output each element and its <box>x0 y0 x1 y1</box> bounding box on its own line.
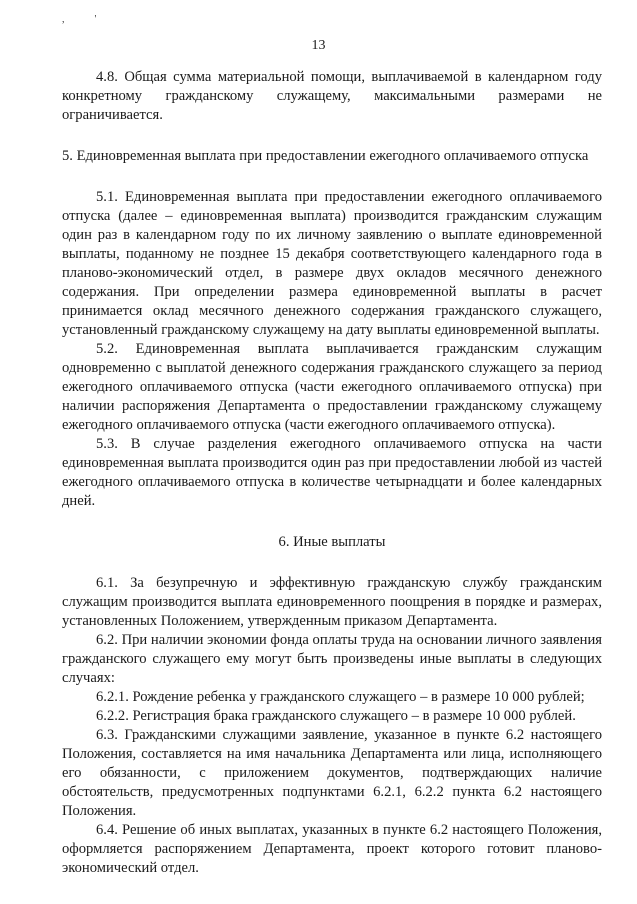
section-heading-6: 6. Иные выплаты <box>278 534 386 550</box>
paragraph-6-2: 6.2. При наличии экономии фонда оплаты труда на основании личного заявления гражданского служащего ему могут быть произведены иные выплаты в следующих случаях: <box>62 632 602 686</box>
spacer <box>62 552 602 574</box>
paragraph-5-1: 5.1. Единовременная выплата при предоставлении ежегодного оплачиваемого отпуска (далее – единовременная выплата) производится гражданским служащим один раз в календарном году по их личному заявлению о выплате единовременной выплаты, поданному не позднее 15 декабря соответствующего календарного года в планово-экономический отдел, в размере двух окладов месячного денежного содержания. При определении размера единовременной выплаты в расчет принимается оклад месячного денежного содержания гражданского служащего, установленный гражданскому служащему на дату выплаты единовременной выплаты. <box>62 189 602 338</box>
paragraph-6-4: 6.4. Решение об иных выплатах, указанных в пункте 6.2 настоящего Положения, оформляется распоряжением Департамента, проект которого готовит планово-экономический отдел. <box>62 822 602 876</box>
scan-dot: ' <box>94 14 127 25</box>
spacer <box>62 166 602 188</box>
scan-marks <box>62 14 126 25</box>
page-number: 13 <box>311 38 326 53</box>
paragraph-5-2: 5.2. Единовременная выплата выплачивается гражданским служащим одновременно с выплатой денежного содержания гражданского служащего за период ежегодного оплачиваемого отпуска (части ежегодного оплачиваемого отпуска) при наличии распоряжения Департамента о предоставлении гражданскому служащему ежегодного оплачиваемого отпуска (части ежегодного оплачиваемого отпуска). <box>62 341 602 433</box>
scan-dot: , <box>62 14 95 25</box>
section-heading-5: 5. Единовременная выплата при предоставлении ежегодного оплачиваемого отпуска <box>62 148 589 164</box>
spacer <box>62 511 602 533</box>
paragraph-5-3: 5.3. В случае разделения ежегодного оплачиваемого отпуска на части единовременная выплата производится один раз при предоставлении любой из частей ежегодного оплачиваемого отпуска в количестве четырнадцати и более календарных дней. <box>62 436 602 509</box>
paragraph-6-2-2: 6.2.2. Регистрация брака гражданского служащего – в размере 10 000 рублей. <box>96 708 576 724</box>
spacer <box>62 125 602 147</box>
document-body <box>62 68 602 878</box>
paragraph-6-1: 6.1. За безупречную и эффективную гражданскую службу гражданским служащим производится выплата единовременного поощрения в порядке и размерах, установленных Положением, утвержденным приказом Департамента. <box>62 575 602 629</box>
paragraph-6-2-1: 6.2.1. Рождение ребенка у гражданского служащего – в размере 10 000 рублей; <box>96 689 585 705</box>
paragraph-4-8: 4.8. Общая сумма материальной помощи, выплачиваемой в календарном году конкретному гражданскому служащему, максимальными размерами не ограничивается. <box>62 69 602 123</box>
paragraph-6-3: 6.3. Гражданскими служащими заявление, указанное в пункте 6.2 настоящего Положения, составляется на имя начальника Департамента или лица, исполняющего его обязанности, с приложением документов, подтверждающих наличие обстоятельств, предусмотренных подпунктами 6.2.1, 6.2.2 пункта 6.2 настоящего Положения. <box>62 727 602 819</box>
